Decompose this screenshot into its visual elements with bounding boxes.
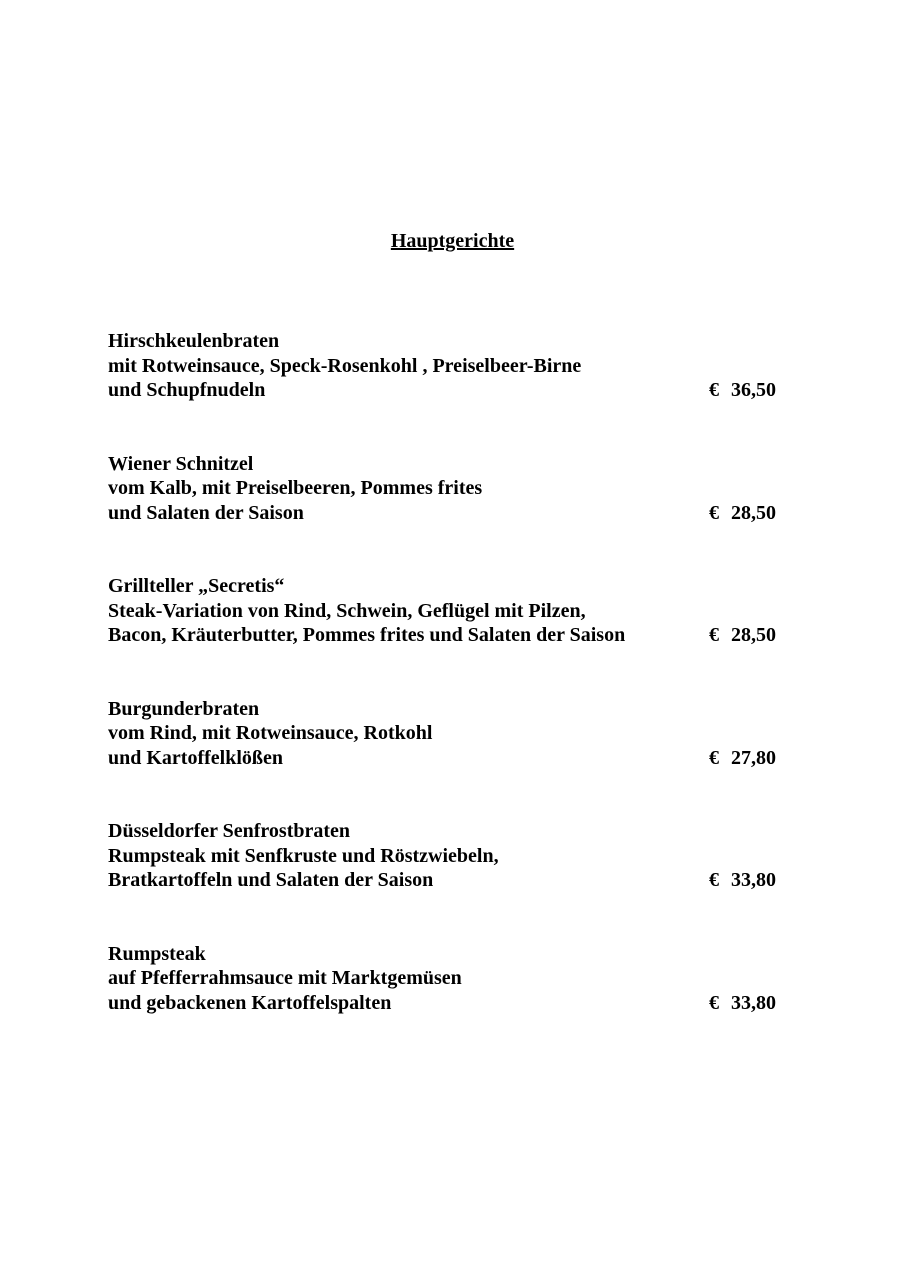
dish-list — [108, 329, 788, 1065]
currency-symbol: € — [709, 501, 719, 524]
dish-item — [108, 329, 788, 452]
dish-description-line: Rumpsteak mit Senfkruste und Röstzwiebeln, — [108, 844, 499, 867]
dish-description-line: Bratkartoffeln und Salaten der Saison — [108, 869, 434, 892]
page-title — [0, 230, 905, 253]
dish-name: Grillteller „Secretis“ — [108, 575, 285, 598]
dish-description-line: und gebackenen Kartoffelspalten — [108, 991, 392, 1014]
dish-price — [709, 868, 776, 893]
currency-symbol: € — [709, 746, 719, 769]
price-value: 36,50 — [731, 379, 776, 401]
dish-name: Burgunderbraten — [108, 697, 260, 720]
currency-symbol: € — [709, 869, 719, 892]
dish-description-line: auf Pfefferrahmsauce mit Marktgemüsen — [108, 967, 462, 990]
currency-symbol: € — [709, 991, 719, 1014]
price-value: 28,50 — [731, 624, 776, 647]
dish-item — [108, 942, 788, 1065]
dish-item — [108, 574, 788, 697]
dish-price — [709, 378, 776, 403]
price-value: 33,80 — [731, 869, 776, 892]
currency-symbol: € — [709, 379, 719, 401]
dish-name: Rumpsteak — [108, 942, 206, 965]
dish-description-line: Bacon, Kräuterbutter, Pommes frites und Salaten der Saison — [108, 624, 626, 647]
dish-item — [108, 819, 788, 942]
dish-description-line: und Kartoffelklößen — [108, 746, 284, 769]
dish-description-line: und Salaten der Saison — [108, 501, 304, 524]
dish-description-line: und Schupfnudeln — [108, 379, 266, 401]
dish-price — [709, 991, 776, 1016]
dish-price — [709, 623, 776, 648]
dish-description-line: vom Kalb, mit Preiselbeeren, Pommes frites — [108, 477, 483, 500]
price-value: 33,80 — [731, 991, 776, 1014]
dish-name: Düsseldorfer Senfrostbraten — [108, 820, 351, 843]
dish-name: Wiener Schnitzel — [108, 452, 254, 475]
dish-description-line: vom Rind, mit Rotweinsauce, Rotkohl — [108, 722, 433, 745]
page-title-text: Hauptgerichte — [390, 230, 515, 252]
currency-symbol: € — [709, 624, 719, 647]
dish-item — [108, 697, 788, 820]
dish-description-line: mit Rotweinsauce, Speck-Rosenkohl , Preiselbeer-Birne — [108, 354, 582, 377]
dish-name: Hirschkeulenbraten — [108, 330, 280, 352]
dish-price — [709, 501, 776, 526]
dish-description-line: Steak-Variation von Rind, Schwein, Geflügel mit Pilzen, — [108, 599, 586, 622]
dish-item — [108, 452, 788, 575]
price-value: 27,80 — [731, 746, 776, 769]
price-value: 28,50 — [731, 501, 776, 524]
dish-price — [709, 746, 776, 771]
